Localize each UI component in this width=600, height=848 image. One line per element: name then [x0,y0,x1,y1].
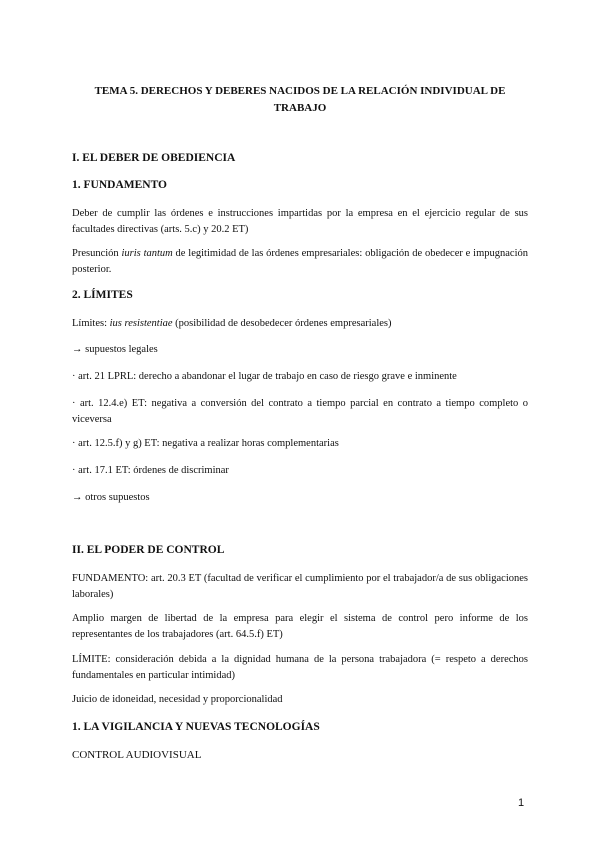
list-item-art-12-5: · art. 12.5.f) y g) ET: negativa a realizar horas complementarias [72,438,339,449]
paragraph-limites: Límites: ius resistentiae (posibilidad de desobedecer órdenes empresariales) [72,318,392,329]
section-heading-control: II. EL PODER DE CONTROL [72,544,225,556]
section-heading-obedience: I. EL DEBER DE OBEDIENCIA [72,152,236,164]
paragraph-limite: LÍMITE: consideración debida a la dignidad humana de la persona trabajadora (= respeto a derechos fundamentales en particular intimidad) [72,654,528,681]
subheading-fundamento: 1. FUNDAMENTO [72,179,167,191]
document-title: TEMA 5. DERECHOS Y DEBERES NACIDOS DE LA RELACIÓN INDIVIDUAL DE TRABAJO [94,85,506,114]
legal-cases-label: → supuestos legales [72,344,158,355]
latin-term-ius-resistentiae: ius resistentiae [109,318,173,329]
other-cases-label: → otros supuestos [72,492,150,503]
list-item-art-12-4: · art. 12.4.e) ET: negativa a conversión del contrato a tiempo parcial en contrato a tiempo completo o viceversa [72,398,528,425]
paragraph-fundamento-control: FUNDAMENTO: art. 20.3 ET (facultad de verificar el cumplimiento por el trabajador/a de sus obligaciones laborales) [72,573,528,600]
subheading-vigilancia: 1. LA VIGILANCIA Y NUEVAS TECNOLOGÍAS [72,721,320,733]
paragraph-juicio: Juicio de idoneidad, necesidad y proporcionalidad [72,694,283,705]
paragraph-presuncion: Presunción iuris tantum de legitimidad de las órdenes empresariales: obligación de obedecer e impugnación posterior. [72,248,528,275]
subheading-limites: 2. LÍMITES [72,289,133,301]
paragraph-margen: Amplio margen de libertad de la empresa para elegir el sistema de control pero informe de los representantes de los trabajadores (art. 64.5.f) ET) [72,613,528,640]
latin-term-iuris-tantum: iuris tantum [121,248,173,259]
paragraph-deber: Deber de cumplir las órdenes e instrucciones impartidas por la empresa en el ejercicio regular de sus facultades directivas (arts. 5.c) y 20.2 ET) [72,208,528,235]
label-control-audiovisual: CONTROL AUDIOVISUAL [72,749,202,761]
list-item-lprl: · art. 21 LPRL: derecho a abandonar el lugar de trabajo en caso de riesgo grave e inminente [72,371,457,382]
list-item-art-17-1: · art. 17.1 ET: órdenes de discriminar [72,465,229,476]
page-number: 1 [518,797,525,809]
